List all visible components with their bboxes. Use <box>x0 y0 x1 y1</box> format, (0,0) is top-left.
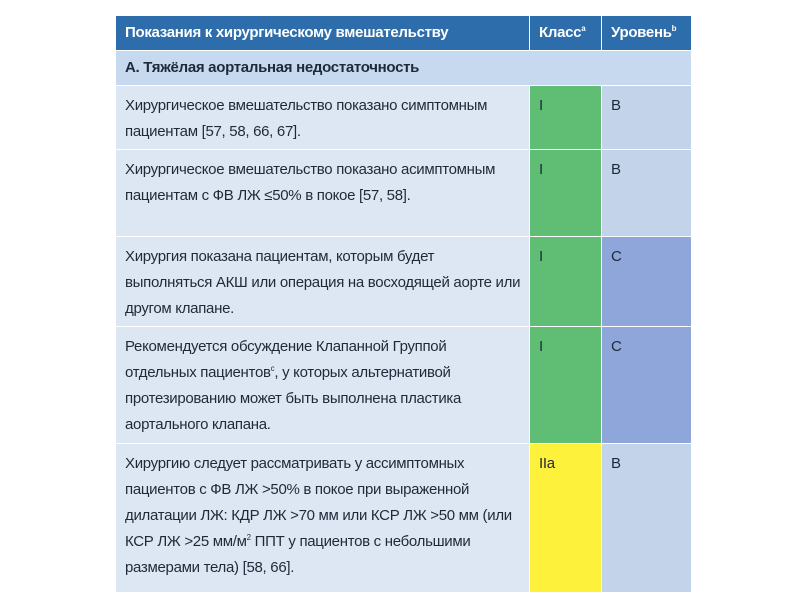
class-cell: I <box>530 237 602 327</box>
level-cell: C <box>602 327 692 444</box>
header-indications <box>116 16 530 51</box>
header-level <box>602 16 692 51</box>
class-cell: I <box>530 86 602 150</box>
header-level-label: Уровень <box>611 24 672 41</box>
table-row <box>116 327 692 444</box>
header-class <box>530 16 602 51</box>
table-header-row <box>116 16 692 51</box>
indication-text: Хирургическое вмешательство показано асимптомным пациентам с ФВ ЛЖ ≤50% в покое [57, 58]. <box>116 150 530 237</box>
header-class-footnote: a <box>581 24 586 33</box>
indication-text-part: , у которых альтернативой протезированию может быть выполнена пластика аортального клапана. <box>125 364 462 433</box>
indication-text-part: ППТ у пациентов с небольшими размерами тела) [58, 66]. <box>125 533 471 576</box>
indication-text-part: Хирургию следует рассматривать у ассимптомных пациентов с ФВ ЛЖ >50% в покое при выраженной дилатации ЛЖ: КДР ЛЖ >70 мм или КСР ЛЖ >50 мм (или КСР ЛЖ >25 мм/м <box>125 455 512 550</box>
recommendations-table-container <box>115 15 691 593</box>
table-row <box>116 444 692 593</box>
level-cell: B <box>602 86 692 150</box>
header-class-label: Класс <box>539 24 582 41</box>
section-title: А. Тяжёлая аортальная недостаточность <box>116 51 692 86</box>
indication-text <box>116 327 530 444</box>
level-cell: C <box>602 237 692 327</box>
table-row <box>116 237 692 327</box>
class-cell: I <box>530 150 602 237</box>
indication-text: Хирургия показана пациентам, которым будет выполняться АКШ или операция на восходящей аорте или другом клапане. <box>116 237 530 327</box>
table-row <box>116 150 692 237</box>
class-cell: IIa <box>530 444 602 593</box>
level-cell: B <box>602 150 692 237</box>
header-level-footnote: b <box>671 24 677 33</box>
class-cell: I <box>530 327 602 444</box>
indication-superscript: 2 <box>246 533 251 542</box>
indication-text <box>116 444 530 593</box>
header-indications-label: Показания к хирургическому вмешательству <box>125 24 449 41</box>
section-row <box>116 51 692 86</box>
indication-text-part: Рекомендуется обсуждение Клапанной Группой отдельных пациентов <box>125 338 447 381</box>
indication-footnote: c <box>270 364 275 373</box>
level-cell: B <box>602 444 692 593</box>
table-row <box>116 86 692 150</box>
indication-text: Хирургическое вмешательство показано симптомным пациентам [57, 58, 66, 67]. <box>116 86 530 150</box>
recommendations-table <box>115 15 692 593</box>
